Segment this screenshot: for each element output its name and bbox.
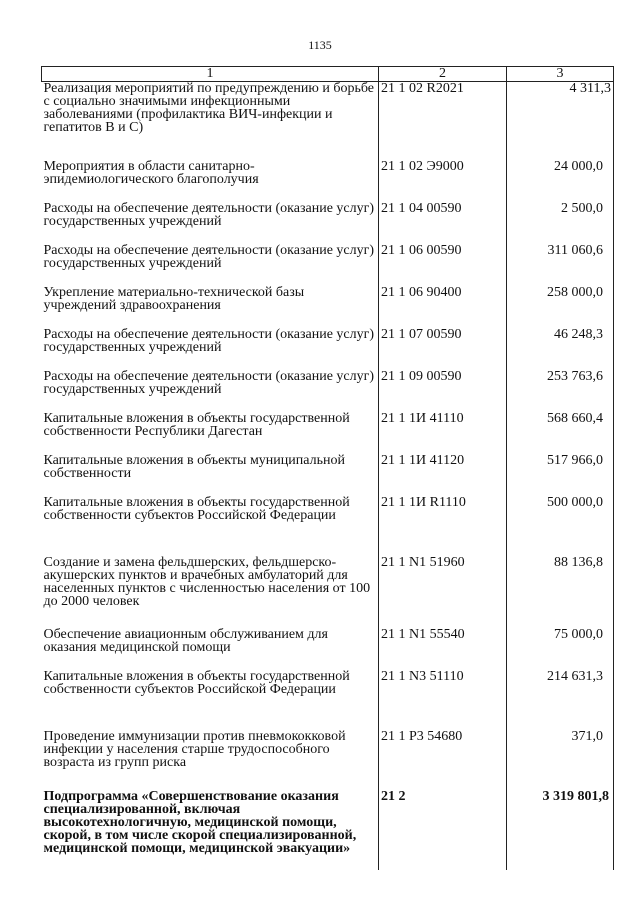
row-name: Проведение иммунизации против пневмококковой инфекции у населения старше трудоспособного возраста из групп риска bbox=[43, 729, 346, 770]
row-code: 21 1 02 Э9000 bbox=[379, 160, 507, 202]
row-amount: 500 000,0 bbox=[507, 496, 614, 556]
row-amount: 75 000,0 bbox=[507, 628, 614, 670]
table-header-row bbox=[42, 67, 614, 82]
row-name: Капитальные вложения в объекты государственной собственности субъектов Российской Федерации bbox=[43, 495, 350, 523]
row-code: 21 1 N1 51960 bbox=[379, 556, 507, 628]
row-name: Капитальные вложения в объекты муниципальной собственности bbox=[43, 453, 345, 481]
row-name: Обеспечение авиационным обслуживанием для оказания медицинской помощи bbox=[43, 627, 328, 655]
subprogram-code: 21 2 bbox=[379, 790, 507, 870]
table-row bbox=[42, 730, 614, 790]
table-row bbox=[42, 160, 614, 202]
row-amount: 88 136,8 bbox=[507, 556, 614, 628]
row-code: 21 1 P3 54680 bbox=[379, 730, 507, 790]
subprogram-row bbox=[42, 790, 614, 870]
row-code: 21 1 09 00590 bbox=[379, 370, 507, 412]
row-code: 21 1 N3 51110 bbox=[379, 670, 507, 730]
row-code: 21 1 06 90400 bbox=[379, 286, 507, 328]
table-row bbox=[42, 244, 614, 286]
row-amount: 258 000,0 bbox=[507, 286, 614, 328]
row-name: Капитальные вложения в объекты государственной собственности Республики Дагестан bbox=[43, 411, 350, 439]
row-code: 21 1 06 00590 bbox=[379, 244, 507, 286]
row-name: Создание и замена фельдшерских, фельдшерско-акушерских пунктов и врачебных амбулаторий для населенных пунктов с численностью населения от 100 до 2000 человек bbox=[43, 555, 371, 609]
table-row bbox=[42, 202, 614, 244]
row-amount: 371,0 bbox=[507, 730, 614, 790]
row-code: 21 1 1И R1110 bbox=[379, 496, 507, 556]
row-amount: 517 966,0 bbox=[507, 454, 614, 496]
table-row bbox=[42, 454, 614, 496]
row-amount: 46 248,3 bbox=[507, 328, 614, 370]
row-amount: 24 000,0 bbox=[507, 160, 614, 202]
row-name: Укрепление материально-технической базы учреждений здравоохранения bbox=[43, 285, 305, 313]
row-name: Расходы на обеспечение деятельности (оказание услуг) государственных учреждений bbox=[43, 369, 375, 397]
row-code: 21 1 07 00590 bbox=[379, 328, 507, 370]
row-name: Расходы на обеспечение деятельности (оказание услуг) государственных учреждений bbox=[43, 201, 375, 229]
table-row bbox=[42, 370, 614, 412]
row-name: Расходы на обеспечение деятельности (оказание услуг) государственных учреждений bbox=[43, 327, 375, 355]
row-amount: 253 763,6 bbox=[507, 370, 614, 412]
table-row bbox=[42, 328, 614, 370]
table-row bbox=[42, 670, 614, 730]
row-code: 21 1 02 R2021 bbox=[379, 82, 507, 161]
row-amount: 4 311,3 bbox=[507, 82, 614, 161]
column-header-2: 2 bbox=[379, 67, 507, 82]
row-code: 21 1 1И 41120 bbox=[379, 454, 507, 496]
page-number: 1135 bbox=[308, 38, 332, 52]
row-amount: 214 631,3 bbox=[507, 670, 614, 730]
subprogram-amount: 3 319 801,8 bbox=[507, 790, 614, 870]
row-name: Реализация мероприятий по предупреждению и борьбе с социально значимыми инфекционными заболеваниями (профилактика ВИЧ-инфекции и гепатитов В и С) bbox=[43, 81, 375, 135]
row-name: Расходы на обеспечение деятельности (оказание услуг) государственных учреждений bbox=[43, 243, 375, 271]
subprogram-name: Подпрограмма «Совершенствование оказания специализированной, включая высокотехнологичную, медицинской помощи, скорой, в том числе скорой специализированной, медицинской помощи, медицинской эвакуации» bbox=[43, 789, 357, 856]
budget-table bbox=[41, 66, 614, 870]
table-row bbox=[42, 412, 614, 454]
table-row bbox=[42, 82, 614, 161]
table-row bbox=[42, 496, 614, 556]
table-row bbox=[42, 286, 614, 328]
row-amount: 568 660,4 bbox=[507, 412, 614, 454]
table-row bbox=[42, 556, 614, 628]
row-code: 21 1 N1 55540 bbox=[379, 628, 507, 670]
row-code: 21 1 04 00590 bbox=[379, 202, 507, 244]
row-name: Мероприятия в области санитарно-эпидемиологического благополучия bbox=[43, 159, 259, 187]
row-name: Капитальные вложения в объекты государственной собственности субъектов Российской Федерации bbox=[43, 669, 350, 697]
column-header-1: 1 bbox=[42, 67, 379, 82]
row-amount: 311 060,6 bbox=[507, 244, 614, 286]
row-amount: 2 500,0 bbox=[507, 202, 614, 244]
column-header-3: 3 bbox=[507, 67, 614, 82]
table-row bbox=[42, 628, 614, 670]
row-code: 21 1 1И 41110 bbox=[379, 412, 507, 454]
